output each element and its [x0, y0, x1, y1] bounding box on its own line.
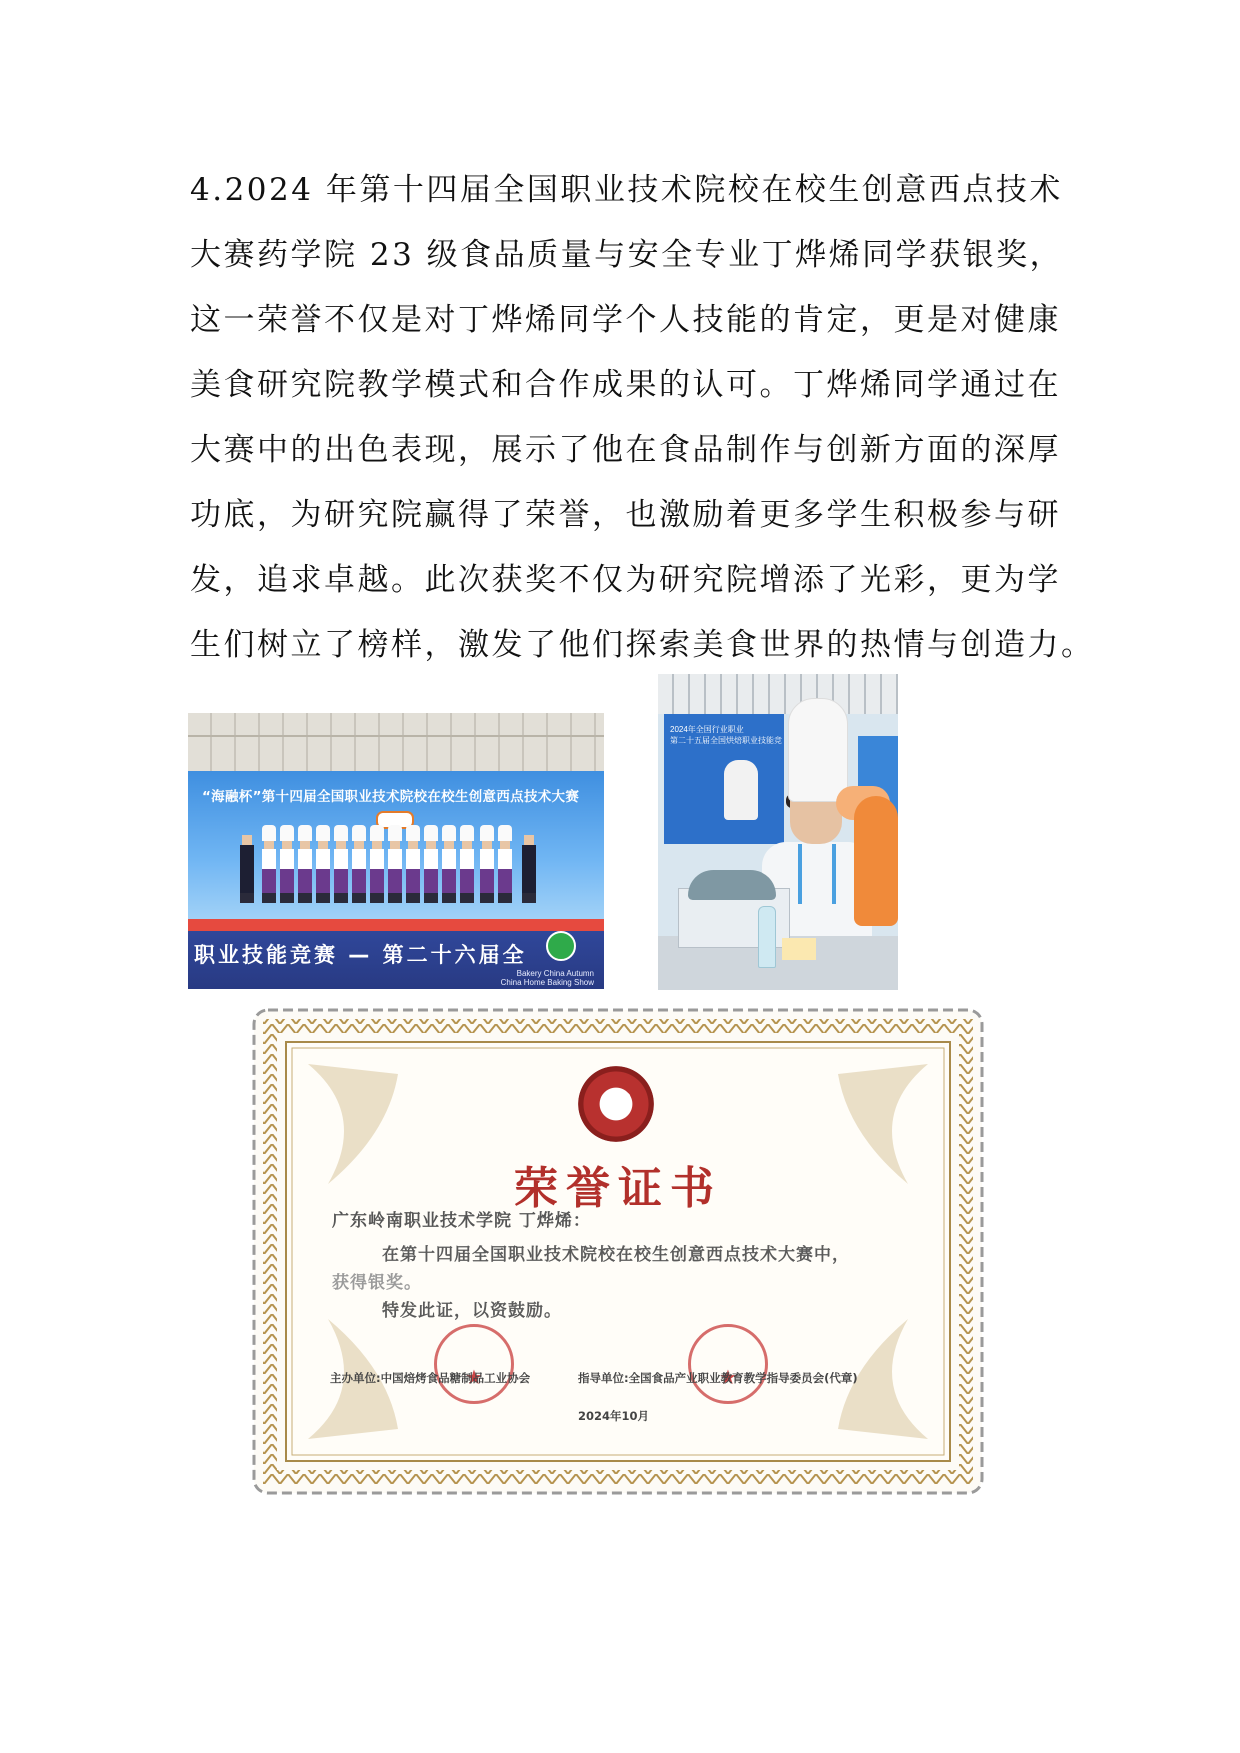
paragraph-line: 大赛中的出色表现，展示了他在食品制作与创新方面的深厚	[190, 432, 1061, 468]
person-figure	[498, 825, 512, 903]
paragraph-line: 美食研究院教学模式和合作成果的认可。丁烨烯同学通过在	[190, 367, 1061, 403]
person-figure	[316, 825, 330, 903]
recipient-line: 广东岭南职业技术学院 丁烨烯：	[332, 1211, 591, 1231]
banner-subtitle	[501, 969, 594, 987]
paragraph-line: 生们树立了榜样，激发了他们探索美食世界的热情与创造力。	[190, 627, 1095, 663]
person-figure	[370, 825, 384, 903]
tissue-box	[782, 938, 816, 960]
encouragement-line: 特发此证，以资鼓励。	[382, 1301, 562, 1321]
certificate-title: 荣誉证书	[514, 1163, 722, 1214]
person-figure	[262, 825, 276, 903]
screen-title: “海融杯”第十四届全国职业技术院校在校生创意西点技术大赛	[202, 789, 580, 805]
person-figure	[460, 825, 474, 903]
person-figure	[522, 825, 536, 903]
person-figure	[352, 825, 366, 903]
person-figure	[480, 825, 494, 903]
banner-sub-line: Bakery China Autumn	[516, 969, 594, 978]
person-figure	[388, 825, 402, 903]
red-seal-icon	[688, 1324, 768, 1404]
person-figure	[298, 825, 312, 903]
certificate-date: 2024年10月	[578, 1409, 650, 1423]
person-figure	[334, 825, 348, 903]
green-watermark-icon	[546, 931, 576, 961]
board-text	[670, 724, 782, 746]
banner-sub-line: China Home Baking Show	[500, 978, 594, 987]
honor-certificate	[248, 1004, 988, 1499]
group-of-people	[240, 813, 540, 903]
paragraph-line: 4.2024 年第十四届全国职业技术院校在校生创意西点技术	[190, 172, 1063, 208]
stage-edge	[188, 919, 604, 931]
association-logo-icon	[578, 1066, 654, 1142]
stage-banner	[188, 931, 604, 989]
red-seal-icon	[434, 1324, 514, 1404]
board-line: 第二十五届全国烘焙职业技能竞	[670, 736, 782, 745]
paragraph-line: 发，追求卓越。此次获奖不仅为研究院增添了光彩，更为学	[190, 562, 1061, 598]
water-bottle	[758, 906, 776, 968]
host-organization: 主办单位:中国焙烤食品糖制品工业协会	[330, 1371, 531, 1385]
award-result: 获得银奖。	[332, 1273, 422, 1293]
paragraph-line: 这一荣誉不仅是对丁烨烯同学个人技能的肯定，更是对健康	[190, 302, 1061, 338]
ceiling-truss	[188, 713, 604, 771]
board-line: 2024年全国行业职业	[670, 725, 744, 734]
award-line: 在第十四届全国职业技术院校在校生创意西点技术大赛中，	[382, 1245, 850, 1265]
paragraph-line: 功底，为研究院赢得了荣誉，也激励着更多学生积极参与研	[190, 497, 1061, 533]
logo-text: CB	[599, 1090, 633, 1115]
background-chef-hat	[724, 760, 758, 820]
person-figure	[442, 825, 456, 903]
group-stage-photo	[188, 713, 604, 989]
guiding-organization: 指导单位:全国食品产业职业教育教学指导委员会(代章)	[578, 1371, 858, 1385]
stand-mixer	[854, 796, 898, 926]
chef-photo	[658, 674, 898, 990]
mixing-bowl	[688, 870, 776, 900]
paragraph-line: 大赛药学院 23 级食品质量与安全专业丁烨烯同学获银奖，	[190, 237, 1064, 273]
ceiling-truss	[658, 674, 898, 714]
person-figure	[280, 825, 294, 903]
chef-hat	[788, 698, 848, 802]
award-paragraph	[190, 158, 1095, 678]
person-figure	[406, 825, 420, 903]
person-figure	[424, 825, 438, 903]
person-figure	[240, 825, 254, 903]
chef-face	[790, 796, 842, 844]
banner-text: 职业技能竞赛 — 第二十六届全	[194, 943, 527, 967]
lanyard	[798, 844, 836, 904]
